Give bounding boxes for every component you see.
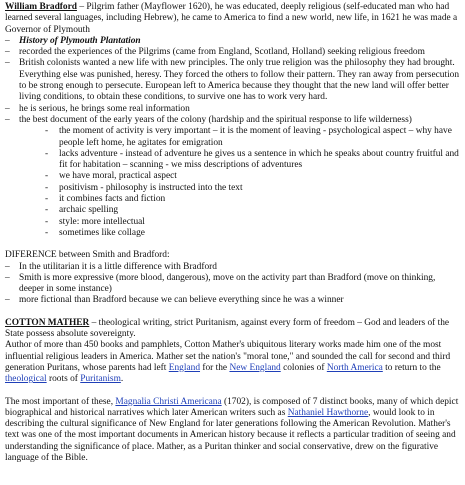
sub-list-item: - sometimes like collage — [5, 228, 460, 239]
difference-title: DIFERENCE between Smith and Bradford: — [5, 250, 170, 261]
sub-list-item-text: it combines facts and fiction — [59, 194, 166, 205]
link-hawthorne[interactable]: Nathaniel Hawthorne — [287, 407, 369, 418]
link-england[interactable]: England — [168, 362, 201, 373]
list-item-text: more fictional than Bradford because we can believe everything since he was a winner — [19, 295, 344, 306]
sub-list-item: - we have moral, practical aspect — [5, 171, 460, 182]
paragraph-text: , would look to in describing the cultural significance of New England for later generations following the American Revolution. Mather's text was one of the most important documents in American history because it reflects a particular tradition of seeing and understanding the significance of place. Mather, as a Puritan thinker and social conservative, drew on the figurative language of the Bible. — [5, 407, 456, 463]
paragraph-text: for the — [200, 362, 230, 373]
list-item: – more fictional than Bradford because we can believe everything since he was a winner — [5, 295, 460, 306]
sub-list-item-text: lacks adventure - instead of adventure he gives us a sentence in which he speaks about country fruitful and fit for habitation – scanning - we miss descriptions of adventures — [59, 148, 459, 171]
sub-list-item: - style: more intellectual — [5, 217, 460, 228]
mather-paragraph-2 — [5, 397, 460, 465]
link-north-america[interactable]: North America — [326, 362, 383, 373]
paragraph-text: colonies of — [280, 362, 327, 373]
list-item: – History of Plymouth Plantation — [5, 36, 460, 47]
list-item: – Smith is more expressive (more blood, dangerous), move on the activity part than Bradford (move on thinking, deeper in some instance) — [5, 273, 460, 296]
paragraph-text: The most important of these, — [5, 396, 116, 407]
document-body — [5, 2, 460, 464]
sub-list-item-text: style: more intellectual — [59, 216, 145, 227]
paragraph-text: to return to the — [382, 362, 441, 373]
list-item-text: he is serious, he brings some real information — [19, 103, 190, 114]
mather-intro-text: – theological writing, strict Puritanism, against every form of freedom – God and leaders of the State possess absolute sovereignty. — [5, 317, 450, 340]
sub-list-item: - the moment of activity is very important – it is the moment of leaving - psychological aspect – why have people left home, he agitates for emigration — [5, 126, 460, 149]
list-item: – he is serious, he brings some real information — [5, 104, 460, 115]
link-magnalia[interactable]: Magnalia Christi Americana — [115, 396, 222, 407]
sub-list-item-text: sometimes like collage — [59, 227, 145, 238]
list-item: – recorded the experiences of the Pilgrims (came from England, Scotland, Holland) seeking religious freedom — [5, 47, 460, 58]
link-theological[interactable]: theological — [5, 374, 47, 385]
paragraph-text: (1702), is composed of 7 distinct books, many of which depict biographical and historical narratives which later American writers such as — [5, 396, 459, 418]
list-item-text: British colonists wanted a new life with new principles. The only true religion was the philosophy they had brought. Everything else was punished, heresy. They forced the others to follow their pattern. They ran away from persecution to be strong enough to persecute. European left to America because they thought that the new land will offer better living conditions, to obtain these conditions, to survive one has to work very hard. — [19, 58, 460, 103]
list-item-text: recorded the experiences of the Pilgrims (came from England, Scotland, Holland) seeking religious freedom — [19, 47, 425, 58]
list-item: – In the utilitarian it is a little difference with Bradford — [5, 262, 460, 273]
sub-list-item-text: archaic spelling — [59, 205, 119, 216]
list-item-text: In the utilitarian it is a little difference with Bradford — [19, 261, 217, 272]
list-item: – the best document of the early years of the colony (hardship and the spiritual response to life wilderness) — [5, 115, 460, 126]
list-item: – British colonists wanted a new life with new principles. The only true religion was the philosophy they had brought. Everything else was punished, heresy. They forced the others to follow their pattern. They ran away from persecution to be strong enough to persecute. European left to America because they thought that the new land will offer better living conditions, to obtain these conditions, to survive one has to work very hard. — [5, 58, 460, 103]
sub-list-item: - it combines facts and fiction — [5, 194, 460, 205]
bradford-intro — [5, 2, 460, 36]
sub-list-item: - lacks adventure - instead of adventure he gives us a sentence in which he speaks about country fruitful and fit for habitation – scanning - we miss descriptions of adventures — [45, 148, 459, 171]
bradford-intro-text: – Pilgrim father (Mayflower 1620), he was educated, deeply religious (self-educated man who had learned several languages, including Hebrew), he came to America to find a new world, new life, in 1621 he was made a Governor of Plymouth — [5, 2, 458, 35]
bradford-name: William Bradford — [5, 2, 77, 12]
mather-name: COTTON MATHER — [5, 317, 90, 328]
bradford-work-title: History of Plymouth Plantation — [19, 35, 141, 46]
sub-list-item-text: positivism - philosophy is instructed into the text — [59, 182, 243, 193]
link-new-england[interactable]: New England — [229, 362, 281, 373]
list-item-text: the best document of the early years of the colony (hardship and the spiritual response to life wilderness) — [19, 114, 412, 125]
mather-intro — [5, 318, 460, 341]
paragraph-text: . — [120, 374, 124, 385]
sub-list-item: - archaic spelling — [5, 205, 460, 216]
mather-paragraph-1 — [5, 340, 460, 385]
paragraph-text: roots of — [46, 374, 81, 385]
sub-list-item-text: the moment of activity is very important – it is the moment of leaving - psychological aspect – why have people left home, he agitates for emigration — [59, 126, 452, 148]
paragraph-text: Author of more than 450 books and pamphlets, Cotton Mather's ubiquitous literary works made him one of the most influential religious leaders in America. Mather set the nation's "moral tone," and sounded the call for second and third generation Puritans, whose parents had left — [5, 340, 451, 373]
list-item-text: Smith is more expressive (more blood, dangerous), move on the activity part than Bradford (move on thinking, deeper in some instance) — [19, 272, 436, 295]
link-puritanism[interactable]: Puritanism — [80, 374, 121, 385]
sub-list-item-text: we have moral, practical aspect — [59, 171, 177, 182]
sub-list-item: - positivism - philosophy is instructed into the text — [5, 183, 460, 194]
